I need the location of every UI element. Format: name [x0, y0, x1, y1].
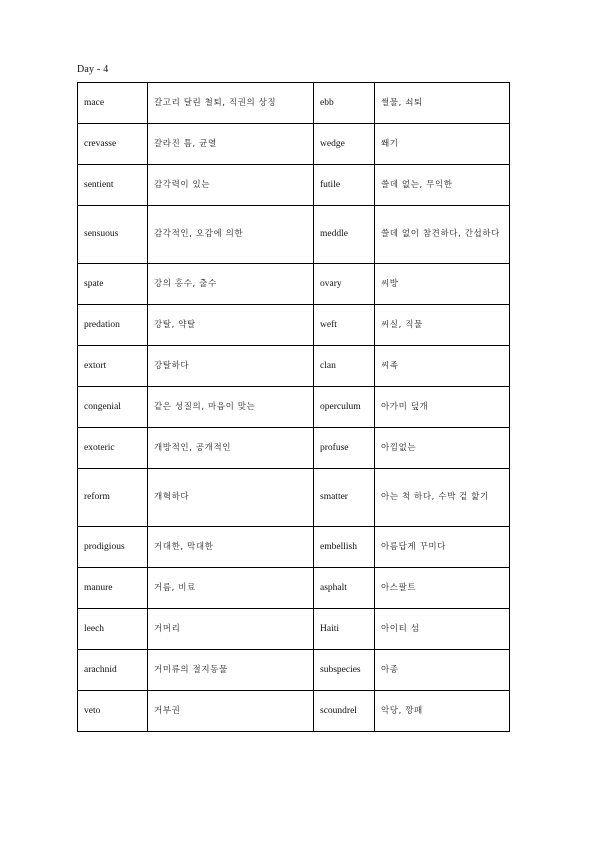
table-row	[78, 83, 510, 124]
korean-meaning-cell: 악당, 깡패	[375, 691, 510, 732]
korean-meaning-cell: 개방적인, 공개적인	[148, 428, 314, 469]
english-word-cell: congenial	[78, 387, 148, 428]
table-row	[78, 165, 510, 206]
korean-meaning-cell: 쐐기	[375, 124, 510, 165]
table-row	[78, 428, 510, 469]
table-row	[78, 691, 510, 732]
table-row	[78, 650, 510, 691]
english-word-cell: predation	[78, 305, 148, 346]
english-word-cell: arachnid	[78, 650, 148, 691]
korean-meaning-cell: 개혁하다	[148, 469, 314, 527]
english-word-cell: reform	[78, 469, 148, 527]
korean-meaning-cell: 아름답게 꾸미다	[375, 527, 510, 568]
english-word-cell: smatter	[314, 469, 375, 527]
korean-meaning-cell: 강의 홍수, 출수	[148, 264, 314, 305]
korean-meaning-cell: 거부권	[148, 691, 314, 732]
table-row	[78, 346, 510, 387]
korean-meaning-cell: 강탈, 약탈	[148, 305, 314, 346]
table-row	[78, 527, 510, 568]
korean-meaning-cell: 거름, 비료	[148, 568, 314, 609]
english-word-cell: veto	[78, 691, 148, 732]
korean-meaning-cell: 아스팔트	[375, 568, 510, 609]
korean-meaning-cell: 감각력이 있는	[148, 165, 314, 206]
english-word-cell: futile	[314, 165, 375, 206]
english-word-cell: ebb	[314, 83, 375, 124]
korean-meaning-cell: 씨실, 직물	[375, 305, 510, 346]
vocabulary-table-body	[78, 83, 510, 732]
korean-meaning-cell: 갈라진 틈, 균열	[148, 124, 314, 165]
english-word-cell: mace	[78, 83, 148, 124]
english-word-cell: prodigious	[78, 527, 148, 568]
english-word-cell: leech	[78, 609, 148, 650]
vocabulary-table	[77, 82, 510, 732]
table-row	[78, 387, 510, 428]
english-word-cell: manure	[78, 568, 148, 609]
english-word-cell: sentient	[78, 165, 148, 206]
english-word-cell: subspecies	[314, 650, 375, 691]
english-word-cell: exoteric	[78, 428, 148, 469]
korean-meaning-cell: 씨족	[375, 346, 510, 387]
english-word-cell: operculum	[314, 387, 375, 428]
english-word-cell: scoundrel	[314, 691, 375, 732]
english-word-cell: Haiti	[314, 609, 375, 650]
korean-meaning-cell: 같은 성질의, 마음이 맞는	[148, 387, 314, 428]
korean-meaning-cell: 아가미 덮개	[375, 387, 510, 428]
korean-meaning-cell: 아이티 섬	[375, 609, 510, 650]
korean-meaning-cell: 썰물, 쇠퇴	[375, 83, 510, 124]
korean-meaning-cell: 아낌없는	[375, 428, 510, 469]
korean-meaning-cell: 감각적인, 오감에 의한	[148, 206, 314, 264]
english-word-cell: extort	[78, 346, 148, 387]
korean-meaning-cell: 아종	[375, 650, 510, 691]
english-word-cell: weft	[314, 305, 375, 346]
page-day-label: Day - 4	[77, 64, 109, 75]
korean-meaning-cell: 아는 척 하다, 수박 겉 핥기	[375, 469, 510, 527]
korean-meaning-cell: 쓸데 없는, 무익한	[375, 165, 510, 206]
korean-meaning-cell: 거대한, 막대한	[148, 527, 314, 568]
english-word-cell: profuse	[314, 428, 375, 469]
english-word-cell: sensuous	[78, 206, 148, 264]
korean-meaning-cell: 쓸데 없이 참견하다, 간섭하다	[375, 206, 510, 264]
english-word-cell: clan	[314, 346, 375, 387]
korean-meaning-cell: 거미류의 절지동물	[148, 650, 314, 691]
english-word-cell: ovary	[314, 264, 375, 305]
korean-meaning-cell: 거머리	[148, 609, 314, 650]
english-word-cell: spate	[78, 264, 148, 305]
table-row	[78, 264, 510, 305]
table-row	[78, 124, 510, 165]
table-row	[78, 568, 510, 609]
english-word-cell: wedge	[314, 124, 375, 165]
korean-meaning-cell: 강탈하다	[148, 346, 314, 387]
english-word-cell: meddle	[314, 206, 375, 264]
english-word-cell: asphalt	[314, 568, 375, 609]
table-row	[78, 469, 510, 527]
table-row	[78, 206, 510, 264]
korean-meaning-cell: 씨방	[375, 264, 510, 305]
table-row	[78, 609, 510, 650]
korean-meaning-cell: 갈고리 달린 철퇴, 직권의 상징	[148, 83, 314, 124]
english-word-cell: crevasse	[78, 124, 148, 165]
table-row	[78, 305, 510, 346]
english-word-cell: embellish	[314, 527, 375, 568]
